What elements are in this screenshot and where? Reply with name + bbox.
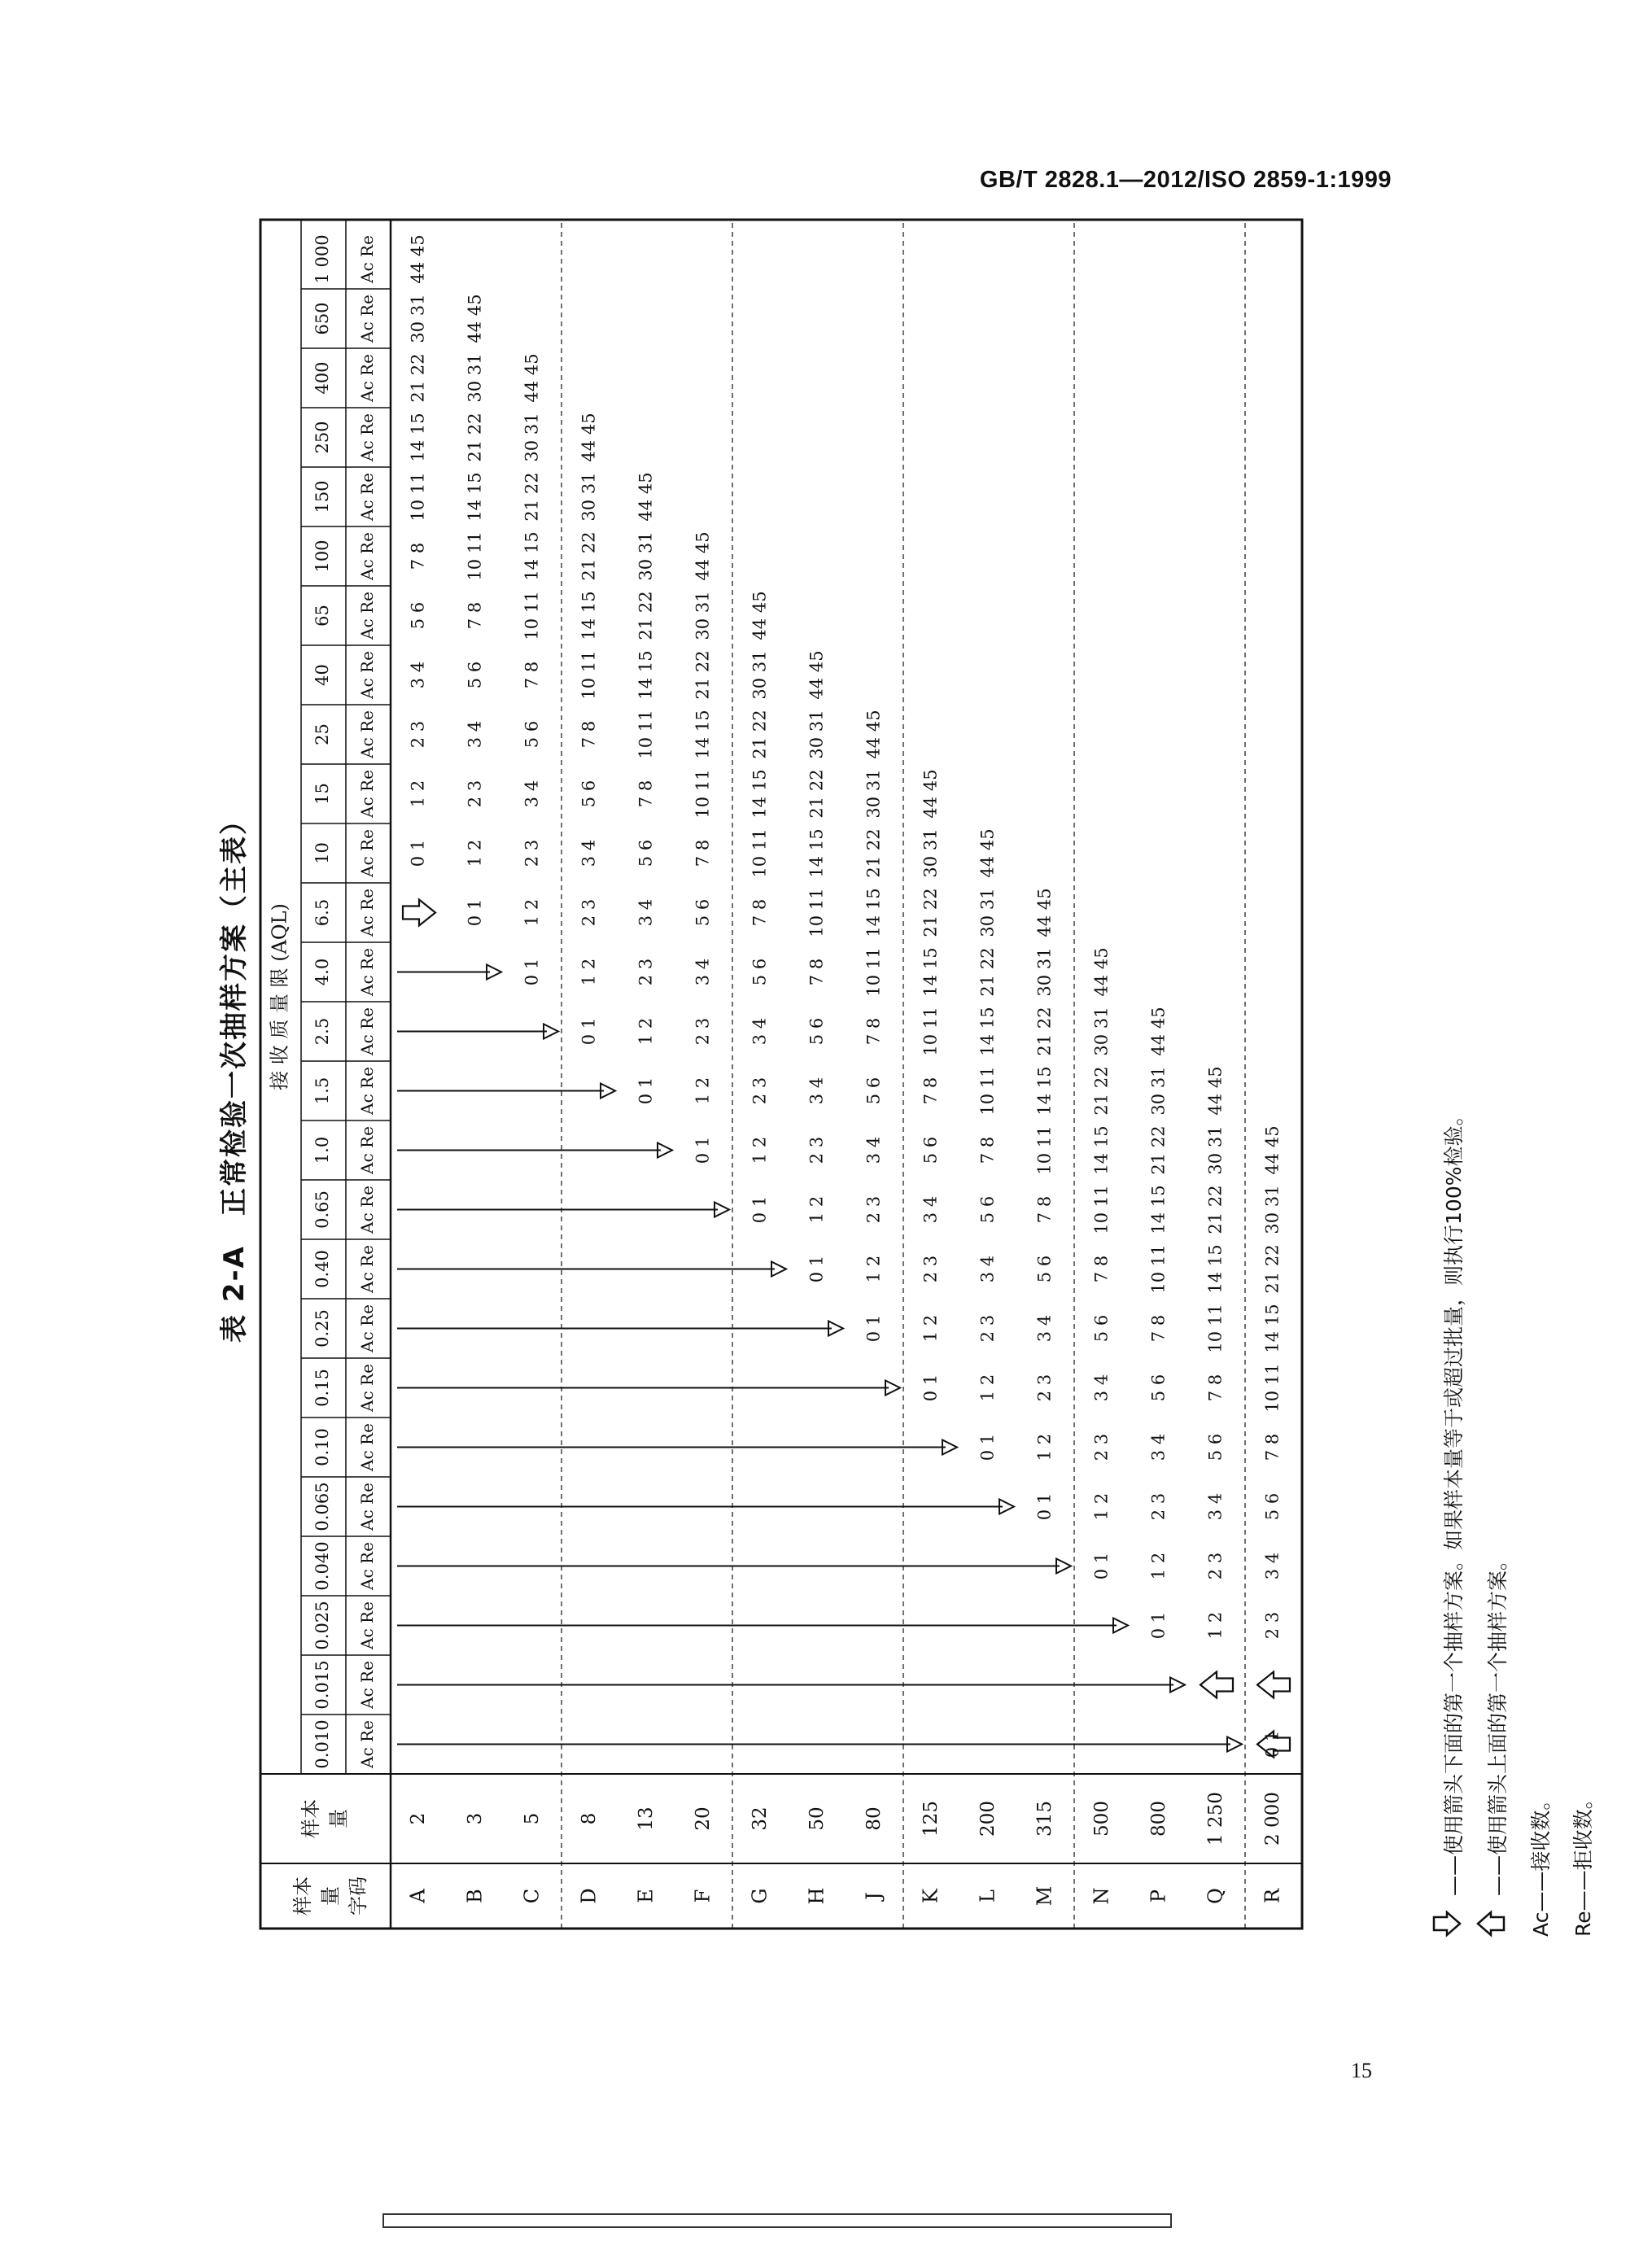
up-arrow-icon: [1200, 1672, 1233, 1698]
plan-cell: 30 31: [1034, 947, 1055, 997]
acre-label: Ac Re: [357, 413, 377, 461]
plan-cell: 10 11: [750, 828, 770, 878]
plan-cell: 21 22: [750, 710, 770, 759]
plan-cell: 44 45: [750, 591, 770, 640]
plan-cell: 44 45: [1148, 1007, 1169, 1056]
plan-cell: 21 22: [522, 472, 542, 522]
plan-cell: 0 1: [750, 1195, 770, 1224]
plan-cell: 7 8: [693, 839, 713, 867]
acre-label: Ac Re: [357, 473, 377, 521]
bottom-bar: [382, 2213, 1172, 2228]
aql-level: 400: [312, 361, 332, 395]
sample-letter: R: [1261, 1888, 1284, 1904]
plan-cell: 1 2: [465, 839, 485, 867]
plan-cell: 0 1: [1262, 1730, 1283, 1758]
acre-label: Ac Re: [357, 1483, 377, 1531]
plan-cell: 14 15: [693, 710, 713, 759]
plan-cell: 10 11: [863, 947, 884, 997]
plan-cell: 3 4: [1205, 1492, 1226, 1521]
plan-cell: 44 45: [1262, 1125, 1283, 1175]
acre-label: Ac Re: [357, 1720, 377, 1768]
plan-cell: 2 3: [693, 1017, 713, 1046]
acre-label: Ac Re: [357, 532, 377, 580]
plan-cell: 44 45: [522, 353, 542, 403]
plan-cell: 0 1: [1034, 1492, 1055, 1521]
sample-size: 13: [636, 1806, 657, 1831]
aql-level: 0.065: [312, 1482, 332, 1531]
sample-letter: P: [1147, 1889, 1170, 1903]
plan-cell: 44 45: [693, 531, 713, 581]
plan-cell: 10 11: [408, 472, 428, 522]
sampling-plan-table: [252, 212, 1408, 1937]
acre-label: Ac Re: [357, 1661, 377, 1709]
plan-cell: 21 22: [863, 828, 884, 878]
plan-cell: 2 3: [1148, 1492, 1169, 1521]
plan-cell: 7 8: [920, 1077, 941, 1105]
plan-cell: 2 3: [636, 958, 656, 986]
plan-cell: 30 31: [693, 591, 713, 640]
sample-letter: H: [805, 1887, 828, 1905]
acre-label: Ac Re: [357, 1304, 377, 1352]
plan-cell: 21 22: [1034, 1007, 1055, 1056]
aql-level: 2.5: [312, 1017, 332, 1046]
aql-level: 65: [312, 605, 332, 627]
aql-level: 6.5: [312, 898, 332, 927]
acre-label: Ac Re: [357, 235, 377, 283]
up-arrow-icon: [1476, 1896, 1520, 1937]
plan-cell: 30 31: [579, 472, 599, 522]
plan-cell: 44 45: [408, 234, 428, 284]
plan-cell: 0 1: [1148, 1611, 1169, 1640]
plan-cell: 14 15: [806, 828, 827, 878]
sample-size: 50: [806, 1806, 828, 1831]
plan-cell: 21 22: [1262, 1244, 1283, 1294]
plan-cell: 5 6: [636, 839, 656, 867]
plan-cell: 2 3: [863, 1195, 884, 1224]
plan-cell: 7 8: [465, 601, 485, 630]
plan-cell: 10 11: [579, 650, 599, 700]
sample-size: 2: [408, 1812, 429, 1825]
plan-cell: 21 22: [1091, 1066, 1112, 1116]
plan-cell: 1 2: [977, 1374, 998, 1402]
plan-cell: 3 4: [408, 661, 428, 689]
plan-cell: 7 8: [977, 1136, 998, 1164]
plan-cell: 21 22: [1205, 1185, 1226, 1234]
aql-header: 接 收 质 量 限 (AQL): [268, 903, 291, 1090]
plan-cell: 3 4: [465, 720, 485, 749]
aql-level: 10: [312, 842, 332, 864]
plan-cell: 1 2: [522, 898, 542, 927]
sample-size: 32: [750, 1806, 771, 1831]
aql-level: 0.010: [312, 1719, 332, 1769]
aql-level: 0.25: [312, 1309, 332, 1348]
plan-cell: 5 6: [693, 898, 713, 927]
plan-cell: 2 3: [1262, 1611, 1283, 1640]
plan-cell: 10 11: [465, 531, 485, 581]
plan-cell: 14 15: [1148, 1185, 1169, 1234]
plan-cell: 0 1: [806, 1255, 827, 1283]
plan-cell: 14 15: [1205, 1244, 1226, 1294]
plan-cell: 30 31: [1091, 1007, 1112, 1056]
plan-cell: 0 1: [522, 958, 542, 986]
sample-size: 5: [522, 1812, 543, 1825]
sample-size: 20: [693, 1806, 714, 1831]
plan-cell: 44 45: [579, 413, 599, 462]
sample-letter: F: [691, 1889, 715, 1903]
plan-cell: 3 4: [522, 780, 542, 808]
plan-cell: 10 11: [1205, 1304, 1226, 1353]
sample-size: 8: [579, 1812, 600, 1825]
note-re: Re——拒收数。: [1571, 1789, 1595, 1937]
plan-cell: 5 6: [465, 661, 485, 689]
plan-cell: 2 3: [750, 1077, 770, 1105]
sample-size: 800: [1148, 1801, 1169, 1837]
plan-cell: 44 45: [1034, 888, 1055, 937]
sample-size: 1 250: [1205, 1792, 1226, 1846]
plan-cell: 10 11: [920, 1007, 941, 1056]
plan-cell: 7 8: [1091, 1255, 1112, 1283]
acre-label: Ac Re: [357, 889, 377, 937]
plan-cell: 5 6: [977, 1195, 998, 1224]
plan-cell: 14 15: [579, 591, 599, 640]
plan-cell: 30 31: [1205, 1125, 1226, 1175]
plan-cell: 0 1: [636, 1077, 656, 1105]
size-column-header: 样本 量: [299, 1799, 350, 1838]
aql-level: 0.015: [312, 1660, 332, 1710]
plan-cell: 21 22: [408, 353, 428, 403]
acre-label: Ac Re: [357, 1007, 377, 1055]
plan-cell: 3 4: [693, 958, 713, 986]
plan-cell: 21 22: [920, 888, 941, 937]
plan-cell: 1 2: [408, 780, 428, 808]
plan-cell: 3 4: [1262, 1552, 1283, 1580]
plan-cell: 7 8: [1262, 1433, 1283, 1461]
plan-cell: 5 6: [579, 780, 599, 808]
plan-cell: 3 4: [977, 1255, 998, 1283]
plan-cell: 0 1: [1091, 1552, 1112, 1580]
plan-cell: 5 6: [920, 1136, 941, 1164]
aql-level: 0.15: [312, 1369, 332, 1407]
sample-letter: G: [748, 1888, 771, 1904]
plan-cell: 14 15: [977, 1007, 998, 1056]
plan-cell: 44 45: [806, 650, 827, 700]
plan-cell: 3 4: [1091, 1374, 1112, 1402]
aql-level: 40: [312, 664, 332, 686]
plan-cell: 30 31: [1262, 1185, 1283, 1234]
aql-level: 250: [312, 421, 332, 454]
plan-cell: 21 22: [806, 769, 827, 819]
plan-cell: 14 15: [750, 769, 770, 819]
plan-cell: 30 31: [920, 828, 941, 878]
plan-cell: 5 6: [1205, 1433, 1226, 1461]
sample-letter: M: [1033, 1885, 1056, 1907]
plan-cell: 2 3: [1205, 1552, 1226, 1580]
plan-cell: 1 2: [1034, 1433, 1055, 1461]
plan-cell: 3 4: [579, 839, 599, 867]
sample-letter: Q: [1204, 1888, 1227, 1904]
plan-cell: 30 31: [977, 888, 998, 937]
plan-cell: 5 6: [750, 958, 770, 986]
down-arrow-icon: [1432, 1896, 1476, 1937]
plan-cell: 44 45: [863, 710, 884, 759]
plan-cell: 14 15: [1034, 1066, 1055, 1116]
plan-cell: 30 31: [806, 710, 827, 759]
plan-cell: 44 45: [977, 828, 998, 878]
sample-letter: L: [976, 1889, 999, 1902]
plan-cell: 7 8: [863, 1017, 884, 1046]
plan-cell: 5 6: [1034, 1255, 1055, 1283]
plan-cell: 3 4: [1034, 1314, 1055, 1343]
plan-cell: 1 2: [806, 1195, 827, 1224]
plan-cell: 2 3: [977, 1314, 998, 1343]
plan-cell: 3 4: [863, 1136, 884, 1164]
plan-cell: 30 31: [522, 413, 542, 462]
sample-size: 315: [1034, 1801, 1055, 1837]
plan-cell: 21 22: [977, 947, 998, 997]
acre-label: Ac Re: [357, 1126, 377, 1174]
sample-letter: J: [862, 1892, 885, 1900]
plan-cell: 1 2: [1091, 1492, 1112, 1521]
plan-cell: 0 1: [408, 839, 428, 867]
acre-label: Ac Re: [357, 1423, 377, 1471]
aql-level: 0.10: [312, 1428, 332, 1466]
sample-letter: K: [919, 1889, 942, 1903]
acre-label: Ac Re: [357, 948, 377, 996]
aql-level: 15: [312, 783, 332, 805]
plan-cell: 2 3: [806, 1136, 827, 1164]
sample-size: 200: [977, 1801, 999, 1837]
aql-level: 0.040: [312, 1541, 332, 1591]
aql-level: 1.0: [312, 1136, 332, 1164]
sample-size: 80: [863, 1806, 885, 1831]
plan-cell: 0 1: [465, 898, 485, 927]
acre-label: Ac Re: [357, 1601, 377, 1649]
rotated-table-block: [212, 212, 1652, 1937]
aql-level: 100: [312, 540, 332, 573]
plan-cell: 10 11: [693, 769, 713, 819]
plan-cell: 7 8: [1034, 1195, 1055, 1224]
plan-cell: 0 1: [920, 1374, 941, 1402]
acre-label: Ac Re: [357, 770, 377, 818]
note-ac: Ac——接收数。: [1529, 1789, 1553, 1937]
plan-cell: 30 31: [636, 531, 656, 581]
plan-cell: 44 45: [920, 769, 941, 819]
sample-letter: C: [520, 1888, 544, 1904]
plan-cell: 5 6: [806, 1017, 827, 1046]
plan-cell: 10 11: [1034, 1125, 1055, 1175]
note-up-arrow: ——使用箭头上面的第一个抽样方案。: [1476, 1106, 1520, 1937]
plan-cell: 0 1: [977, 1433, 998, 1461]
plan-cell: 14 15: [636, 650, 656, 700]
acre-label: Ac Re: [357, 1542, 377, 1590]
plan-cell: 1 2: [750, 1136, 770, 1164]
plan-cell: 0 1: [863, 1314, 884, 1343]
plan-cell: 7 8: [806, 958, 827, 986]
acre-label: Ac Re: [357, 592, 377, 640]
plan-cell: 2 3: [579, 898, 599, 927]
plan-cell: 10 11: [522, 591, 542, 640]
sample-letter: D: [577, 1888, 601, 1904]
sample-letter: A: [406, 1889, 430, 1903]
plan-cell: 3 4: [920, 1195, 941, 1224]
plan-cell: 1 2: [579, 958, 599, 986]
acre-label: Ac Re: [357, 829, 377, 877]
acre-label: Ac Re: [357, 1364, 377, 1412]
plan-cell: 44 45: [1205, 1066, 1226, 1116]
sample-letter: N: [1090, 1887, 1113, 1905]
aql-level: 0.65: [312, 1190, 332, 1229]
plan-cell: 14 15: [1091, 1125, 1112, 1175]
aql-level: 0.025: [312, 1601, 332, 1650]
plan-cell: 3 4: [806, 1077, 827, 1105]
acre-label: Ac Re: [357, 1067, 377, 1115]
acre-label: Ac Re: [357, 710, 377, 758]
plan-cell: 1 2: [693, 1077, 713, 1105]
plan-cell: 14 15: [408, 413, 428, 462]
acre-label: Ac Re: [357, 1186, 377, 1234]
sample-size: 125: [920, 1801, 942, 1837]
plan-cell: 44 45: [465, 294, 485, 343]
plan-cell: 14 15: [920, 947, 941, 997]
aql-level: 1.5: [312, 1077, 332, 1105]
sample-size: 500: [1091, 1801, 1112, 1837]
sample-letter: B: [463, 1889, 487, 1903]
plan-cell: 10 11: [636, 710, 656, 759]
acre-label: Ac Re: [357, 651, 377, 699]
plan-cell: 30 31: [1148, 1066, 1169, 1116]
plan-cell: 2 3: [1034, 1374, 1055, 1402]
plan-cell: 30 31: [863, 769, 884, 819]
plan-cell: 5 6: [1148, 1374, 1169, 1402]
plan-cell: 2 3: [920, 1255, 941, 1283]
letter-column-header: 样本 量 字码: [291, 1876, 369, 1916]
plan-cell: 14 15: [465, 472, 485, 522]
page-number: 15: [1351, 2059, 1372, 2082]
plan-cell: 1 2: [863, 1255, 884, 1283]
acre-label: Ac Re: [357, 295, 377, 343]
plan-cell: 1 2: [920, 1314, 941, 1343]
sample-size: 3: [465, 1812, 486, 1825]
plan-cell: 1 2: [1148, 1552, 1169, 1580]
plan-cell: 3 4: [636, 898, 656, 927]
plan-cell: 21 22: [693, 650, 713, 700]
plan-cell: 14 15: [1262, 1304, 1283, 1353]
plan-cell: 5 6: [408, 601, 428, 630]
aql-level: 0.40: [312, 1250, 332, 1288]
plan-cell: 7 8: [1148, 1314, 1169, 1343]
plan-cell: 7 8: [636, 780, 656, 808]
plan-cell: 1 2: [1205, 1611, 1226, 1640]
standard-code: GB/T 2828.1—2012/ISO 2859-1:1999: [979, 167, 1392, 193]
plan-cell: 7 8: [522, 661, 542, 689]
acre-label: Ac Re: [357, 1245, 377, 1293]
sample-size: 2 000: [1262, 1792, 1283, 1846]
plan-cell: 21 22: [579, 531, 599, 581]
plan-cell: 1 2: [636, 1017, 656, 1046]
plan-cell: 7 8: [579, 720, 599, 749]
plan-cell: 7 8: [1205, 1374, 1226, 1402]
plan-cell: 3 4: [1148, 1433, 1169, 1461]
plan-cell: 2 3: [465, 780, 485, 808]
aql-level: 650: [312, 302, 332, 335]
plan-cell: 30 31: [408, 294, 428, 343]
aql-level: 25: [312, 723, 332, 745]
plan-cell: 14 15: [522, 531, 542, 581]
plan-cell: 10 11: [806, 888, 827, 937]
plan-cell: 2 3: [1091, 1433, 1112, 1461]
plan-cell: 10 11: [977, 1066, 998, 1116]
plan-cell: 2 3: [408, 720, 428, 749]
plan-cell: 44 45: [636, 472, 656, 522]
plan-cell: 10 11: [1262, 1363, 1283, 1413]
aql-level: 1 000: [312, 234, 332, 284]
plan-cell: 30 31: [465, 353, 485, 403]
plan-cell: 10 11: [1091, 1185, 1112, 1234]
plan-cell: 21 22: [1148, 1125, 1169, 1175]
plan-cell: 5 6: [1262, 1492, 1283, 1521]
plan-cell: 5 6: [1091, 1314, 1112, 1343]
plan-cell: 0 1: [579, 1017, 599, 1046]
note-down-arrow: ——使用箭头下面的第一个抽样方案。如果样本量等于或超过批量，则执行100%检验。: [1432, 1106, 1476, 1937]
notes: [1432, 1106, 1605, 1937]
plan-cell: 7 8: [408, 542, 428, 570]
plan-cell: 7 8: [750, 898, 770, 927]
acre-label: Ac Re: [357, 354, 377, 402]
plan-cell: 10 11: [1148, 1244, 1169, 1294]
sample-letter: E: [634, 1889, 658, 1903]
aql-level: 4.0: [312, 958, 332, 986]
plan-cell: 21 22: [465, 413, 485, 462]
down-arrow-icon: [403, 900, 435, 926]
plan-cell: 44 45: [1091, 947, 1112, 997]
plan-cell: 2 3: [522, 839, 542, 867]
plan-cell: 5 6: [863, 1077, 884, 1105]
plan-cell: 14 15: [863, 888, 884, 937]
table-title: 表 2-A 正常检验一次抽样方案（主表）: [218, 806, 251, 1343]
plan-cell: 30 31: [750, 650, 770, 700]
plan-cell: 0 1: [693, 1136, 713, 1164]
plan-cell: 5 6: [522, 720, 542, 749]
up-arrow-icon: [1257, 1672, 1290, 1698]
plan-cell: 3 4: [750, 1017, 770, 1046]
aql-level: 150: [312, 480, 332, 513]
plan-cell: 21 22: [636, 591, 656, 640]
